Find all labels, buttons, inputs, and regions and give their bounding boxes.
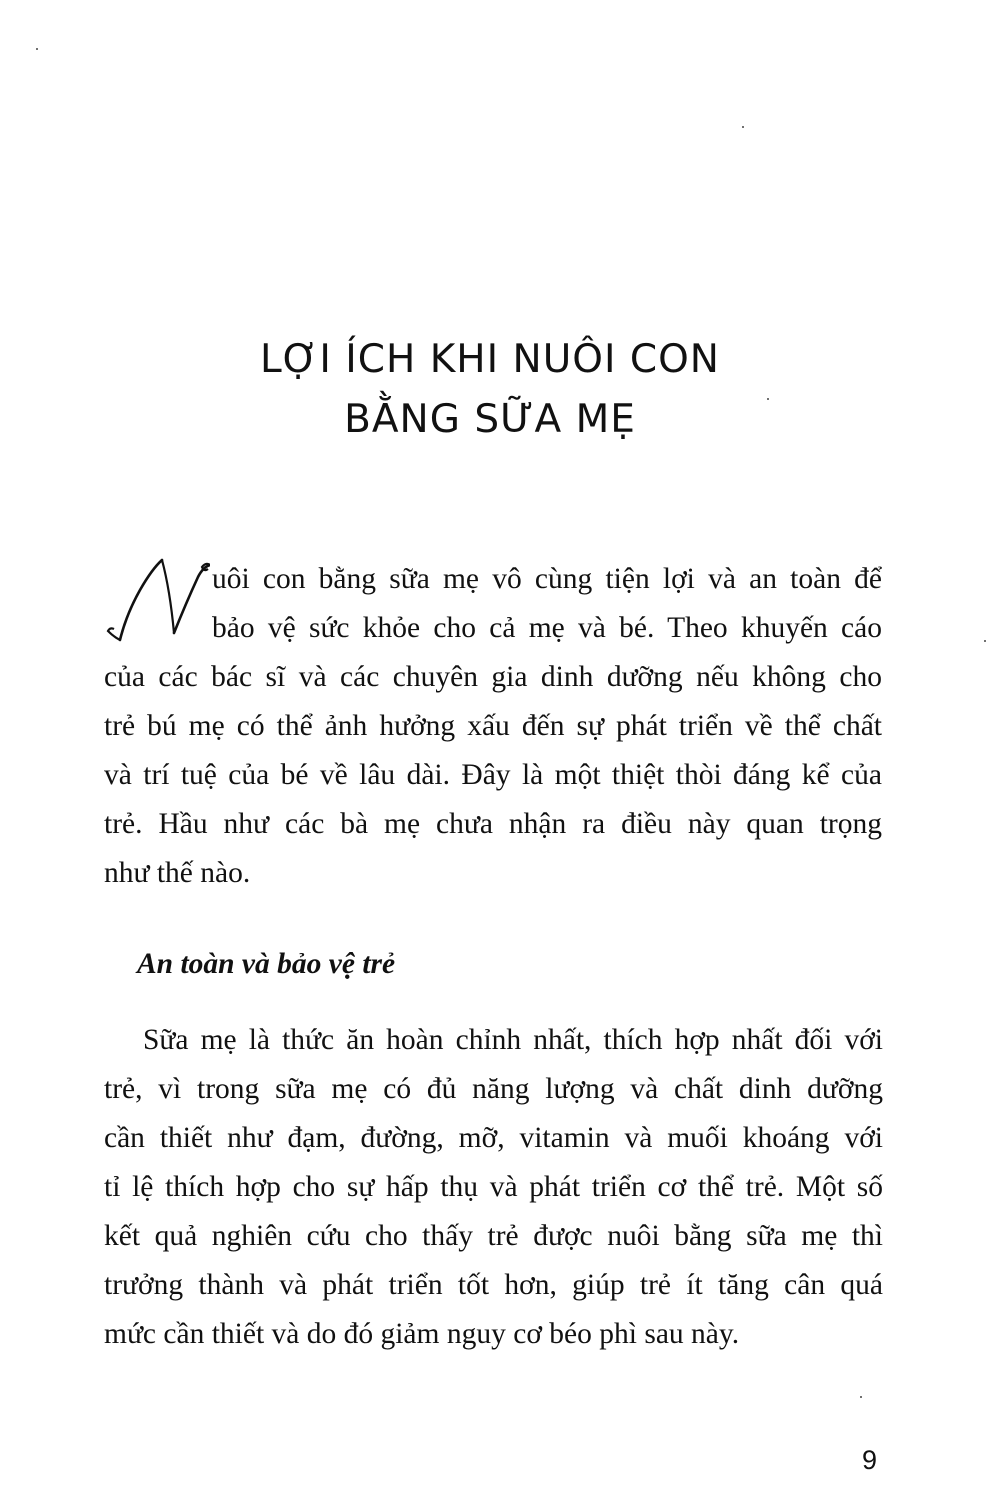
chapter-title-line-1: LỢI ÍCH KHI NUÔI CON [260,337,720,382]
chapter-title [0,330,980,450]
section-line-3: cần thiết như đạm, đường, mỡ, vitamin và muối khoáng với [104,1122,883,1154]
page-number: 9 [862,1445,878,1475]
section-line-4: tỉ lệ thích hợp cho sự hấp thụ và phát triển cơ thể trẻ. Một số [104,1171,883,1203]
dropcap-n-icon [100,545,210,655]
chapter-title-line-2: BẰNG SỮA MẸ [344,397,636,442]
section-line-2: trẻ, vì trong sữa mẹ có đủ năng lượng và chất dinh dưỡng [104,1073,883,1105]
intro-line-7: như thế nào. [104,857,251,889]
scan-speck [767,398,769,400]
section-heading: An toàn và bảo vệ trẻ [137,948,396,980]
section-line-7: mức cần thiết và do đó giảm nguy cơ béo phì sau này. [104,1318,740,1350]
intro-line-3: của các bác sĩ và các chuyên gia dinh dưỡng nếu không cho [104,661,882,693]
scan-speck [984,640,986,642]
section-line-1: Sữa mẹ là thức ăn hoàn chỉnh nhất, thích hợp nhất đối với [143,1024,883,1056]
section-line-5: kết quả nghiên cứu cho thấy trẻ được nuôi bằng sữa mẹ thì [104,1220,883,1252]
scan-speck [36,48,38,50]
section-line-6: trưởng thành và phát triển tốt hơn, giúp trẻ ít tăng cân quá [104,1269,883,1301]
intro-line-1: uôi con bằng sữa mẹ vô cùng tiện lợi và an toàn để [212,563,882,595]
intro-line-4: trẻ bú mẹ có thể ảnh hưởng xấu đến sự phát triển về thể chất [104,710,882,742]
intro-line-2: bảo vệ sức khỏe cho cả mẹ và bé. Theo khuyến cáo [212,612,882,644]
scan-speck [860,1396,862,1398]
scan-speck [742,126,744,128]
intro-line-5: và trí tuệ của bé về lâu dài. Đây là một thiệt thòi đáng kể của [104,759,882,791]
intro-line-6: trẻ. Hầu như các bà mẹ chưa nhận ra điều này quan trọng [104,808,882,840]
